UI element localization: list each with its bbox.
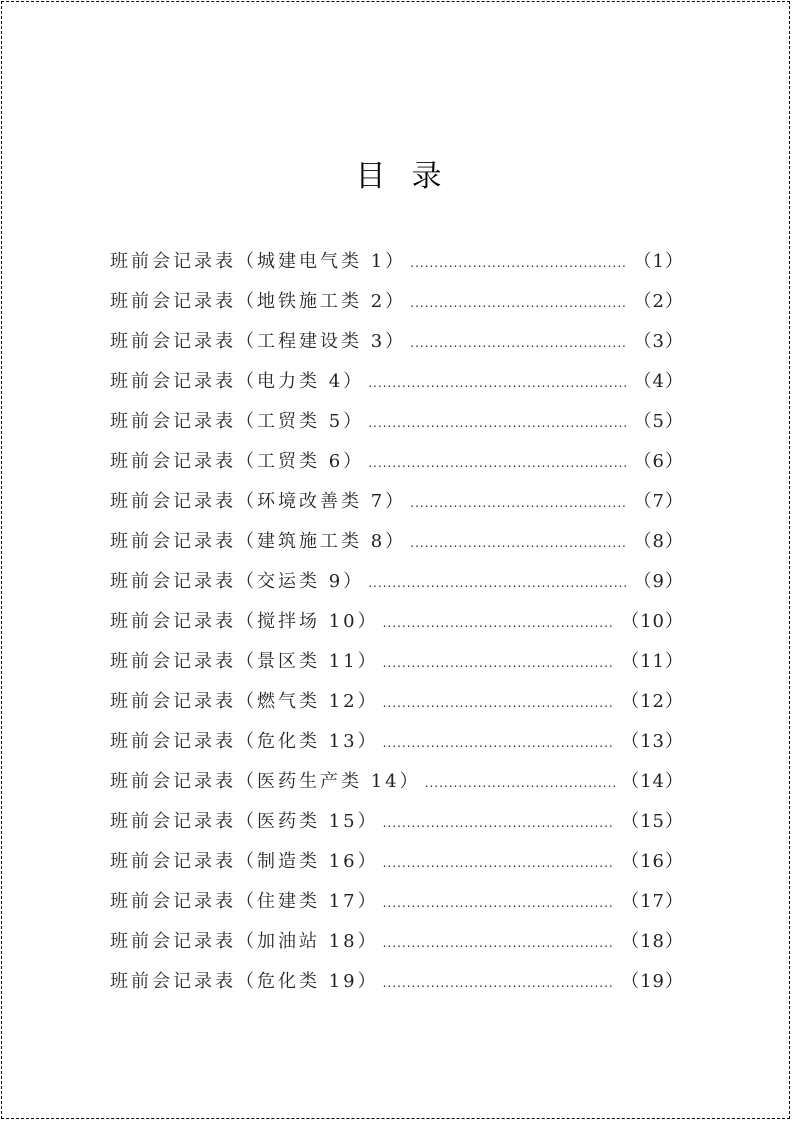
toc-entry-label: 班前会记录表（医药类 15） [110, 811, 379, 832]
toc-entry-page: （3） [633, 331, 684, 352]
toc-entry[interactable] [110, 642, 684, 682]
dot-leader [410, 523, 627, 563]
toc-entry-page: （4） [633, 371, 684, 392]
dot-leader [383, 683, 615, 723]
toc-entry[interactable] [110, 442, 684, 482]
toc-entry-label: 班前会记录表（制造类 16） [110, 851, 379, 872]
dot-leader [425, 763, 615, 803]
toc-entry-page: （5） [633, 411, 684, 432]
table-of-contents [110, 242, 684, 1002]
toc-entry[interactable] [110, 842, 684, 882]
dot-leader [410, 283, 627, 323]
toc-entry-page: （2） [633, 291, 684, 312]
toc-entry[interactable] [110, 962, 684, 1002]
dot-leader [410, 243, 627, 283]
toc-entry[interactable] [110, 282, 684, 322]
dot-leader [383, 643, 615, 683]
toc-entry-label: 班前会记录表（危化类 19） [110, 971, 379, 992]
toc-entry-label: 班前会记录表（燃气类 12） [110, 691, 379, 712]
toc-entry-page: （15） [621, 811, 684, 832]
toc-entry-page: （12） [621, 691, 684, 712]
toc-entry[interactable] [110, 522, 684, 562]
toc-entry[interactable] [110, 802, 684, 842]
toc-entry-label: 班前会记录表（地铁施工类 2） [110, 291, 407, 312]
toc-entry-page: （16） [621, 851, 684, 872]
toc-entry-page: （14） [621, 771, 684, 792]
toc-entry-page: （10） [621, 611, 684, 632]
dot-leader [383, 963, 615, 1003]
dot-leader [383, 923, 615, 963]
toc-entry[interactable] [110, 242, 684, 282]
toc-entry-label: 班前会记录表（环境改善类 7） [110, 491, 407, 512]
dot-leader [383, 803, 615, 843]
dot-leader [368, 443, 627, 483]
toc-entry[interactable] [110, 362, 684, 402]
toc-entry[interactable] [110, 682, 684, 722]
toc-entry-label: 班前会记录表（城建电气类 1） [110, 251, 407, 272]
toc-entry-label: 班前会记录表（住建类 17） [110, 891, 379, 912]
toc-entry-page: （6） [633, 451, 684, 472]
toc-entry-label: 班前会记录表（加油站 18） [110, 931, 379, 952]
toc-entry[interactable] [110, 762, 684, 802]
toc-entry[interactable] [110, 722, 684, 762]
toc-entry[interactable] [110, 402, 684, 442]
toc-entry-label: 班前会记录表（搅拌场 10） [110, 611, 379, 632]
toc-entry-label: 班前会记录表（景区类 11） [110, 651, 379, 672]
dot-leader [410, 323, 627, 363]
toc-entry-page: （7） [633, 491, 684, 512]
toc-entry-label: 班前会记录表（工贸类 6） [110, 451, 365, 472]
toc-entry-label: 班前会记录表（工程建设类 3） [110, 331, 407, 352]
toc-entry-label: 班前会记录表（工贸类 5） [110, 411, 365, 432]
document-page [1, 1, 790, 1119]
toc-entry-page: （11） [621, 651, 684, 672]
toc-entry-label: 班前会记录表（交运类 9） [110, 571, 365, 592]
toc-entry-label: 班前会记录表（医药生产类 14） [110, 771, 421, 792]
toc-entry[interactable] [110, 482, 684, 522]
toc-entry[interactable] [110, 602, 684, 642]
dot-leader [368, 403, 627, 443]
toc-entry-page: （1） [633, 251, 684, 272]
dot-leader [368, 363, 627, 403]
toc-entry-label: 班前会记录表（建筑施工类 8） [110, 531, 407, 552]
dot-leader [383, 883, 615, 923]
dot-leader [410, 483, 627, 523]
toc-entry-page: （18） [621, 931, 684, 952]
toc-entry-page: （19） [621, 971, 684, 992]
toc-entry-page: （9） [633, 571, 684, 592]
dot-leader [383, 603, 615, 643]
dot-leader [383, 723, 615, 763]
toc-entry-page: （17） [621, 891, 684, 912]
toc-entry[interactable] [110, 322, 684, 362]
dot-leader [368, 563, 627, 603]
toc-entry[interactable] [110, 922, 684, 962]
dot-leader [383, 843, 615, 883]
toc-entry-page: （13） [621, 731, 684, 752]
toc-entry-label: 班前会记录表（危化类 13） [110, 731, 379, 752]
toc-entry[interactable] [110, 562, 684, 602]
toc-entry-label: 班前会记录表（电力类 4） [110, 371, 365, 392]
toc-entry-page: （8） [633, 531, 684, 552]
toc-title: 目录 [355, 159, 468, 194]
toc-entry[interactable] [110, 882, 684, 922]
